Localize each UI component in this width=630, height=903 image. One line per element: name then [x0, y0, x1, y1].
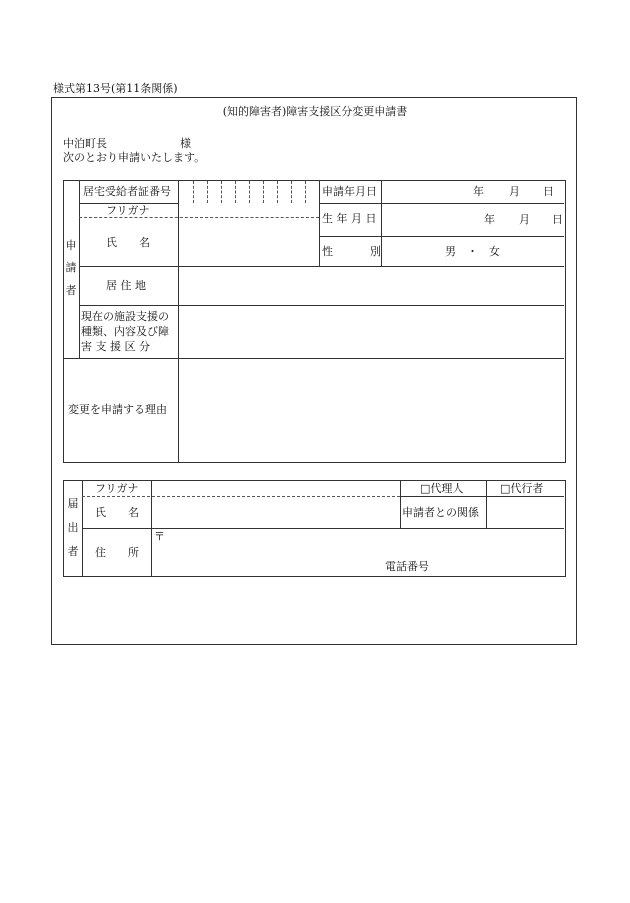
- current-support-label-1: 現在の施設支援の: [81, 310, 169, 323]
- applicant-section-label-2: 請: [65, 261, 77, 274]
- apply-date-day: 日: [543, 185, 554, 198]
- notifier-section-label-1: 届: [67, 497, 79, 510]
- postal-mark: 〒: [154, 530, 165, 543]
- intro-text: 次のとおり申請いたします。: [63, 151, 206, 164]
- current-support-label-2: 種類、内容及び障: [81, 325, 169, 338]
- apply-date-field[interactable]: [382, 181, 564, 203]
- reason-field[interactable]: [179, 359, 564, 461]
- apply-date-year: 年: [473, 185, 484, 198]
- honorific: 様: [180, 137, 191, 150]
- notifier-address-label: 住 所: [95, 546, 139, 559]
- sex-label-2: 別: [370, 245, 381, 258]
- notifier-address-field[interactable]: [152, 529, 564, 575]
- current-support-label-3: 害 支 援 区 分: [81, 340, 150, 353]
- relation-label: 申請者との関係: [402, 506, 479, 519]
- address-field[interactable]: [179, 267, 564, 305]
- relation-field[interactable]: [487, 497, 564, 528]
- birth-date-month: 月: [519, 213, 530, 226]
- notifier-furigana-label: フリガナ: [95, 482, 139, 495]
- notifier-furigana-field[interactable]: [152, 481, 400, 496]
- name-field[interactable]: [179, 218, 319, 266]
- furigana-field[interactable]: [179, 204, 319, 217]
- apply-date-month: 月: [509, 185, 520, 198]
- notifier-name-field[interactable]: [152, 497, 400, 528]
- furigana-label: フリガナ: [106, 204, 150, 217]
- applicant-section-label-3: 者: [65, 284, 77, 297]
- birth-date-label: 生 年 月 日: [322, 212, 377, 225]
- phone-label: 電話番号: [385, 560, 429, 573]
- notifier-name-label: 氏 名: [95, 506, 139, 519]
- apply-date-label: 申請年月日: [322, 185, 377, 198]
- reason-label: 変更を申請する理由: [68, 403, 167, 416]
- proxy-option[interactable]: □代行者: [500, 482, 544, 495]
- name-label: 氏 名: [106, 236, 150, 249]
- agent-option[interactable]: □代理人: [420, 482, 464, 495]
- applicant-section-label-1: 申: [65, 239, 77, 252]
- notifier-section-label-3: 者: [67, 545, 79, 558]
- addressee: 中泊町長: [63, 137, 107, 150]
- sex-options[interactable]: 男 ・ 女: [445, 245, 500, 258]
- address-label: 居 住 地: [106, 279, 146, 292]
- birth-date-year: 年: [484, 213, 495, 226]
- cert-number-label: 居宅受給者証番号: [83, 185, 171, 198]
- form-number: 様式第13号(第11条関係): [53, 82, 178, 95]
- current-support-field[interactable]: [179, 306, 564, 358]
- form-title: (知的障害者)障害支援区分変更申請書: [222, 105, 408, 118]
- birth-date-field[interactable]: [382, 204, 564, 236]
- sex-label-1: 性: [322, 245, 333, 258]
- birth-date-day: 日: [552, 213, 563, 226]
- notifier-section-label-2: 出: [67, 521, 79, 534]
- cert-number-field[interactable]: [179, 181, 319, 203]
